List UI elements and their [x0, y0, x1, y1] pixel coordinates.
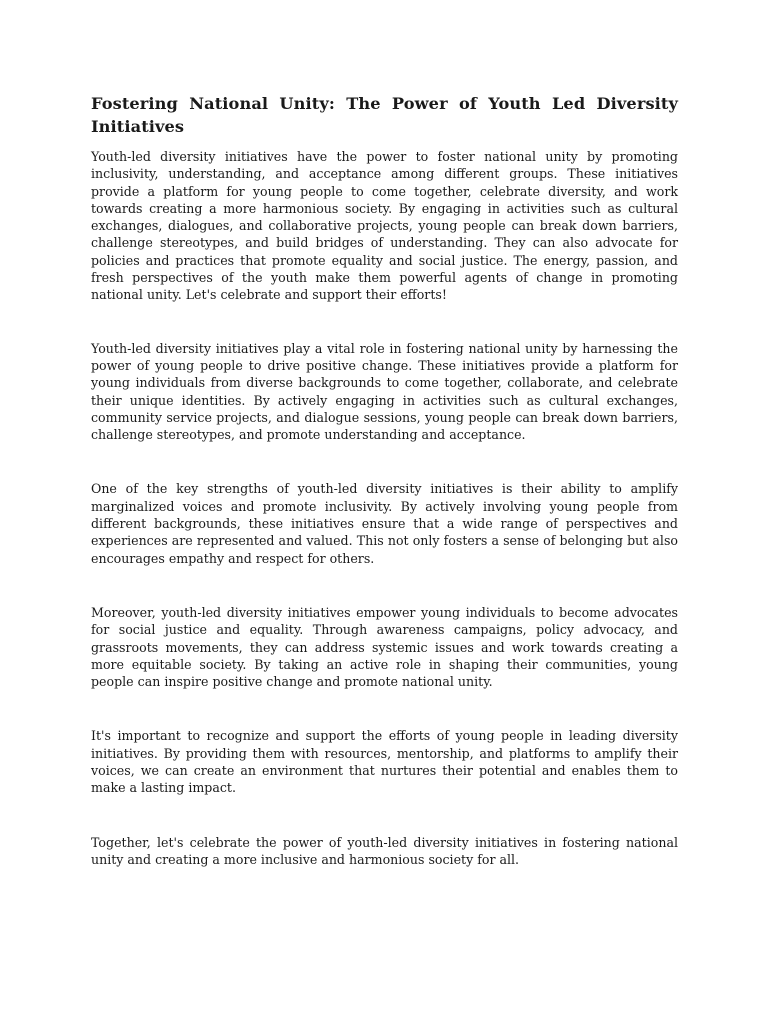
document-body: [91, 92, 678, 868]
document-title: Fostering National Unity: The Power of Youth Led Diversity Initiatives: [91, 94, 678, 136]
paragraph-6: Together, let's celebrate the power of youth-led diversity initiatives in fostering national unity and creating a more inclusive and harmonious society for all.: [91, 834, 678, 867]
paragraph-4: Moreover, youth-led diversity initiatives empower young individuals to become advocates for social justice and equality. Through awareness campaigns, policy advocacy, and grassroots movements, they can address systemic issues and work towards creating a more equitable society. By taking an active role in shaping their communities, young people can inspire positive change and promote national unity.: [91, 604, 678, 690]
paragraph-2: Youth-led diversity initiatives play a vital role in fostering national unity by harnessing the power of young people to drive positive change. These initiatives provide a platform for young individuals from diverse backgrounds to come together, collaborate, and celebrate their unique identities. By actively engaging in activities such as cultural exchanges, community service projects, and dialogue sessions, young people can break down barriers, challenge stereotypes, and promote understanding and acceptance.: [91, 340, 678, 443]
paragraph-3: One of the key strengths of youth-led diversity initiatives is their ability to amplify marginalized voices and promote inclusivity. By actively involving young people from different backgrounds, these initiatives ensure that a wide range of perspectives and experiences are represented and valued. This not only fosters a sense of belonging but also encourages empathy and respect for others.: [91, 481, 678, 566]
paragraph-1: Youth-led diversity initiatives have the power to foster national unity by promoting inclusivity, understanding, and acceptance among different groups. These initiatives provide a platform for young people to come together, celebrate diversity, and work towards creating a more harmonious society. By engaging in activities such as cultural exchanges, dialogues, and collaborative projects, young people can break down barriers, challenge stereotypes, and build bridges of understanding. They can also advocate for policies and practices that promote equality and social justice. The energy, passion, and fresh perspectives of the youth make them powerful agents of change in promoting national unity. Let's celebrate and support their efforts!: [91, 149, 678, 303]
paragraph-5: It's important to recognize and support the efforts of young people in leading diversity initiatives. By providing them with resources, mentorship, and platforms to amplify their voices, we can create an environment that nurtures their potential and enables them to make a lasting impact.: [91, 728, 678, 796]
